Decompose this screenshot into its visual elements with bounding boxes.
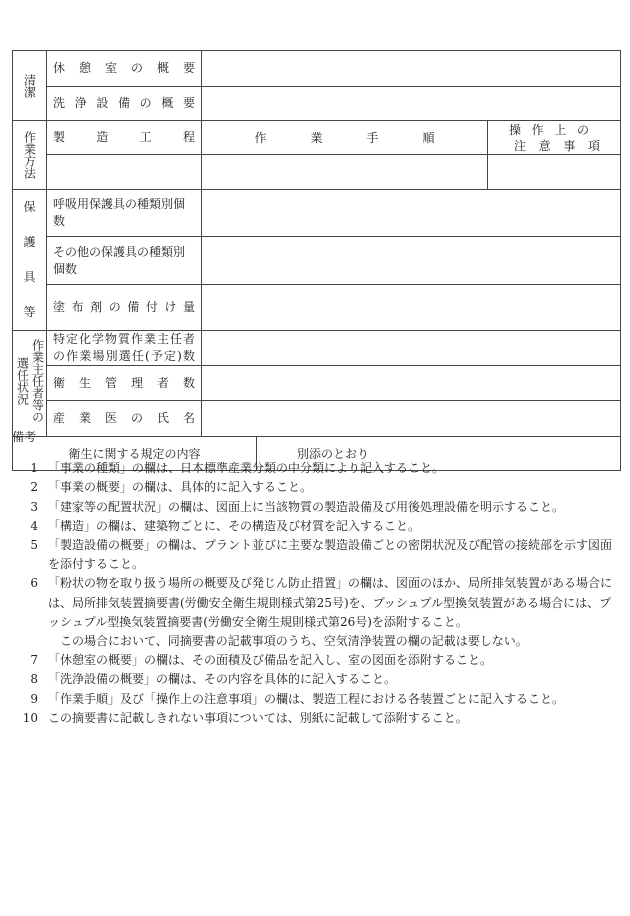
- chemical-supervisor-count-field[interactable]: [202, 331, 621, 366]
- health-regulation-label: 衛生に関する規定の内容: [13, 437, 257, 471]
- other-protective-count-field[interactable]: [202, 237, 621, 285]
- note-item: 5 「製造設備の概要」の欄は、プラント並びに主要な製造設備ごとの密閉状況及び配管の接続部を示す図面を添付すること。: [30, 538, 613, 572]
- notes-title: 備考: [12, 430, 37, 444]
- note-item: 9 「作業手順」及び「操作上の注意事項」の欄は、製造工程における各装置ごとに記入すること。: [30, 691, 565, 706]
- note-item: 6 「粉状の物を取り扱う場所の概要及び発じん防止措置」の欄は、図面のほか、局所排気装置がある場合には、局所排気装置摘要書(労働安全衛生規則様式第25号)を、プッシュプル型換気装置がある場合には、プッシュプル型換気装置摘要書(労働安全衛生規則様式第26号)を添附すること。: [30, 576, 613, 629]
- note-item: 4 「構造」の欄は、建築物ごとに、その構造及び材質を記入すること。: [30, 518, 421, 533]
- note-item: 1 「事業の種類」の欄は、日本標準産業分類の中分類により記入すること。: [30, 461, 445, 476]
- protective-equipment-group-label: 保 護 具 等: [13, 190, 47, 331]
- respirator-count-label: 呼吸用保護具の種類別個数: [47, 190, 202, 237]
- industrial-physician-name-label: 産業医の氏名: [47, 401, 202, 437]
- note-item: 2 「事業の概要」の欄は、具体的に記入すること。: [30, 480, 313, 495]
- work-procedure-field[interactable]: [202, 155, 488, 190]
- summary-form-table: [12, 50, 621, 471]
- supervisor-appointment-group-label: 作業主任者等の 選任状況: [13, 331, 47, 437]
- manufacturing-process-header: 製造工程: [47, 121, 202, 155]
- note-item: 8 「洗浄設備の概要」の欄は、その内容を具体的に記入すること。: [30, 672, 397, 687]
- coating-agent-amount-label: 塗布剤の備付け量: [47, 285, 202, 331]
- note-item: 3 「建家等の配置状況」の欄は、図面上に当該物質の製造設備及び用後処理設備を明示すること。: [30, 499, 565, 514]
- work-method-group-label: 作業方法: [13, 121, 47, 190]
- chemical-supervisor-count-label: 特定化学物質作業主任者の作業場別選任(予定)数: [47, 331, 202, 366]
- manufacturing-process-field[interactable]: [47, 155, 202, 190]
- health-manager-count-field[interactable]: [202, 366, 621, 401]
- notes-section: [12, 428, 620, 728]
- operation-cautions-header: 操作上の 注意事項: [488, 121, 621, 155]
- note-item: 10 この摘要書に記載しきれない事項については、別紙に記載して添附すること。: [22, 710, 468, 725]
- rest-room-label: 休憩室の概要: [47, 51, 202, 87]
- rest-room-field[interactable]: [202, 51, 621, 87]
- note-item-continuation: この場合において、同摘要書の記載事項のうち、空気清浄装置の欄の記載は要しない。: [60, 634, 528, 649]
- health-regulation-value: 別添のとおり: [257, 437, 621, 471]
- operation-cautions-field[interactable]: [488, 155, 621, 190]
- work-procedure-header: 作業手順: [202, 121, 488, 155]
- note-item: 7 「休憩室の概要」の欄は、その面積及び備品を記入し、室の図面を添附すること。: [30, 653, 493, 668]
- coating-agent-amount-field[interactable]: [202, 285, 621, 331]
- washing-equipment-field[interactable]: [202, 87, 621, 121]
- other-protective-count-label: その他の保護具の種類別個数: [47, 237, 202, 285]
- respirator-count-field[interactable]: [202, 190, 621, 237]
- cleaning-group-label: 清潔: [13, 51, 47, 121]
- health-manager-count-label: 衛生管理者数: [47, 366, 202, 401]
- washing-equipment-label: 洗浄設備の概要: [47, 87, 202, 121]
